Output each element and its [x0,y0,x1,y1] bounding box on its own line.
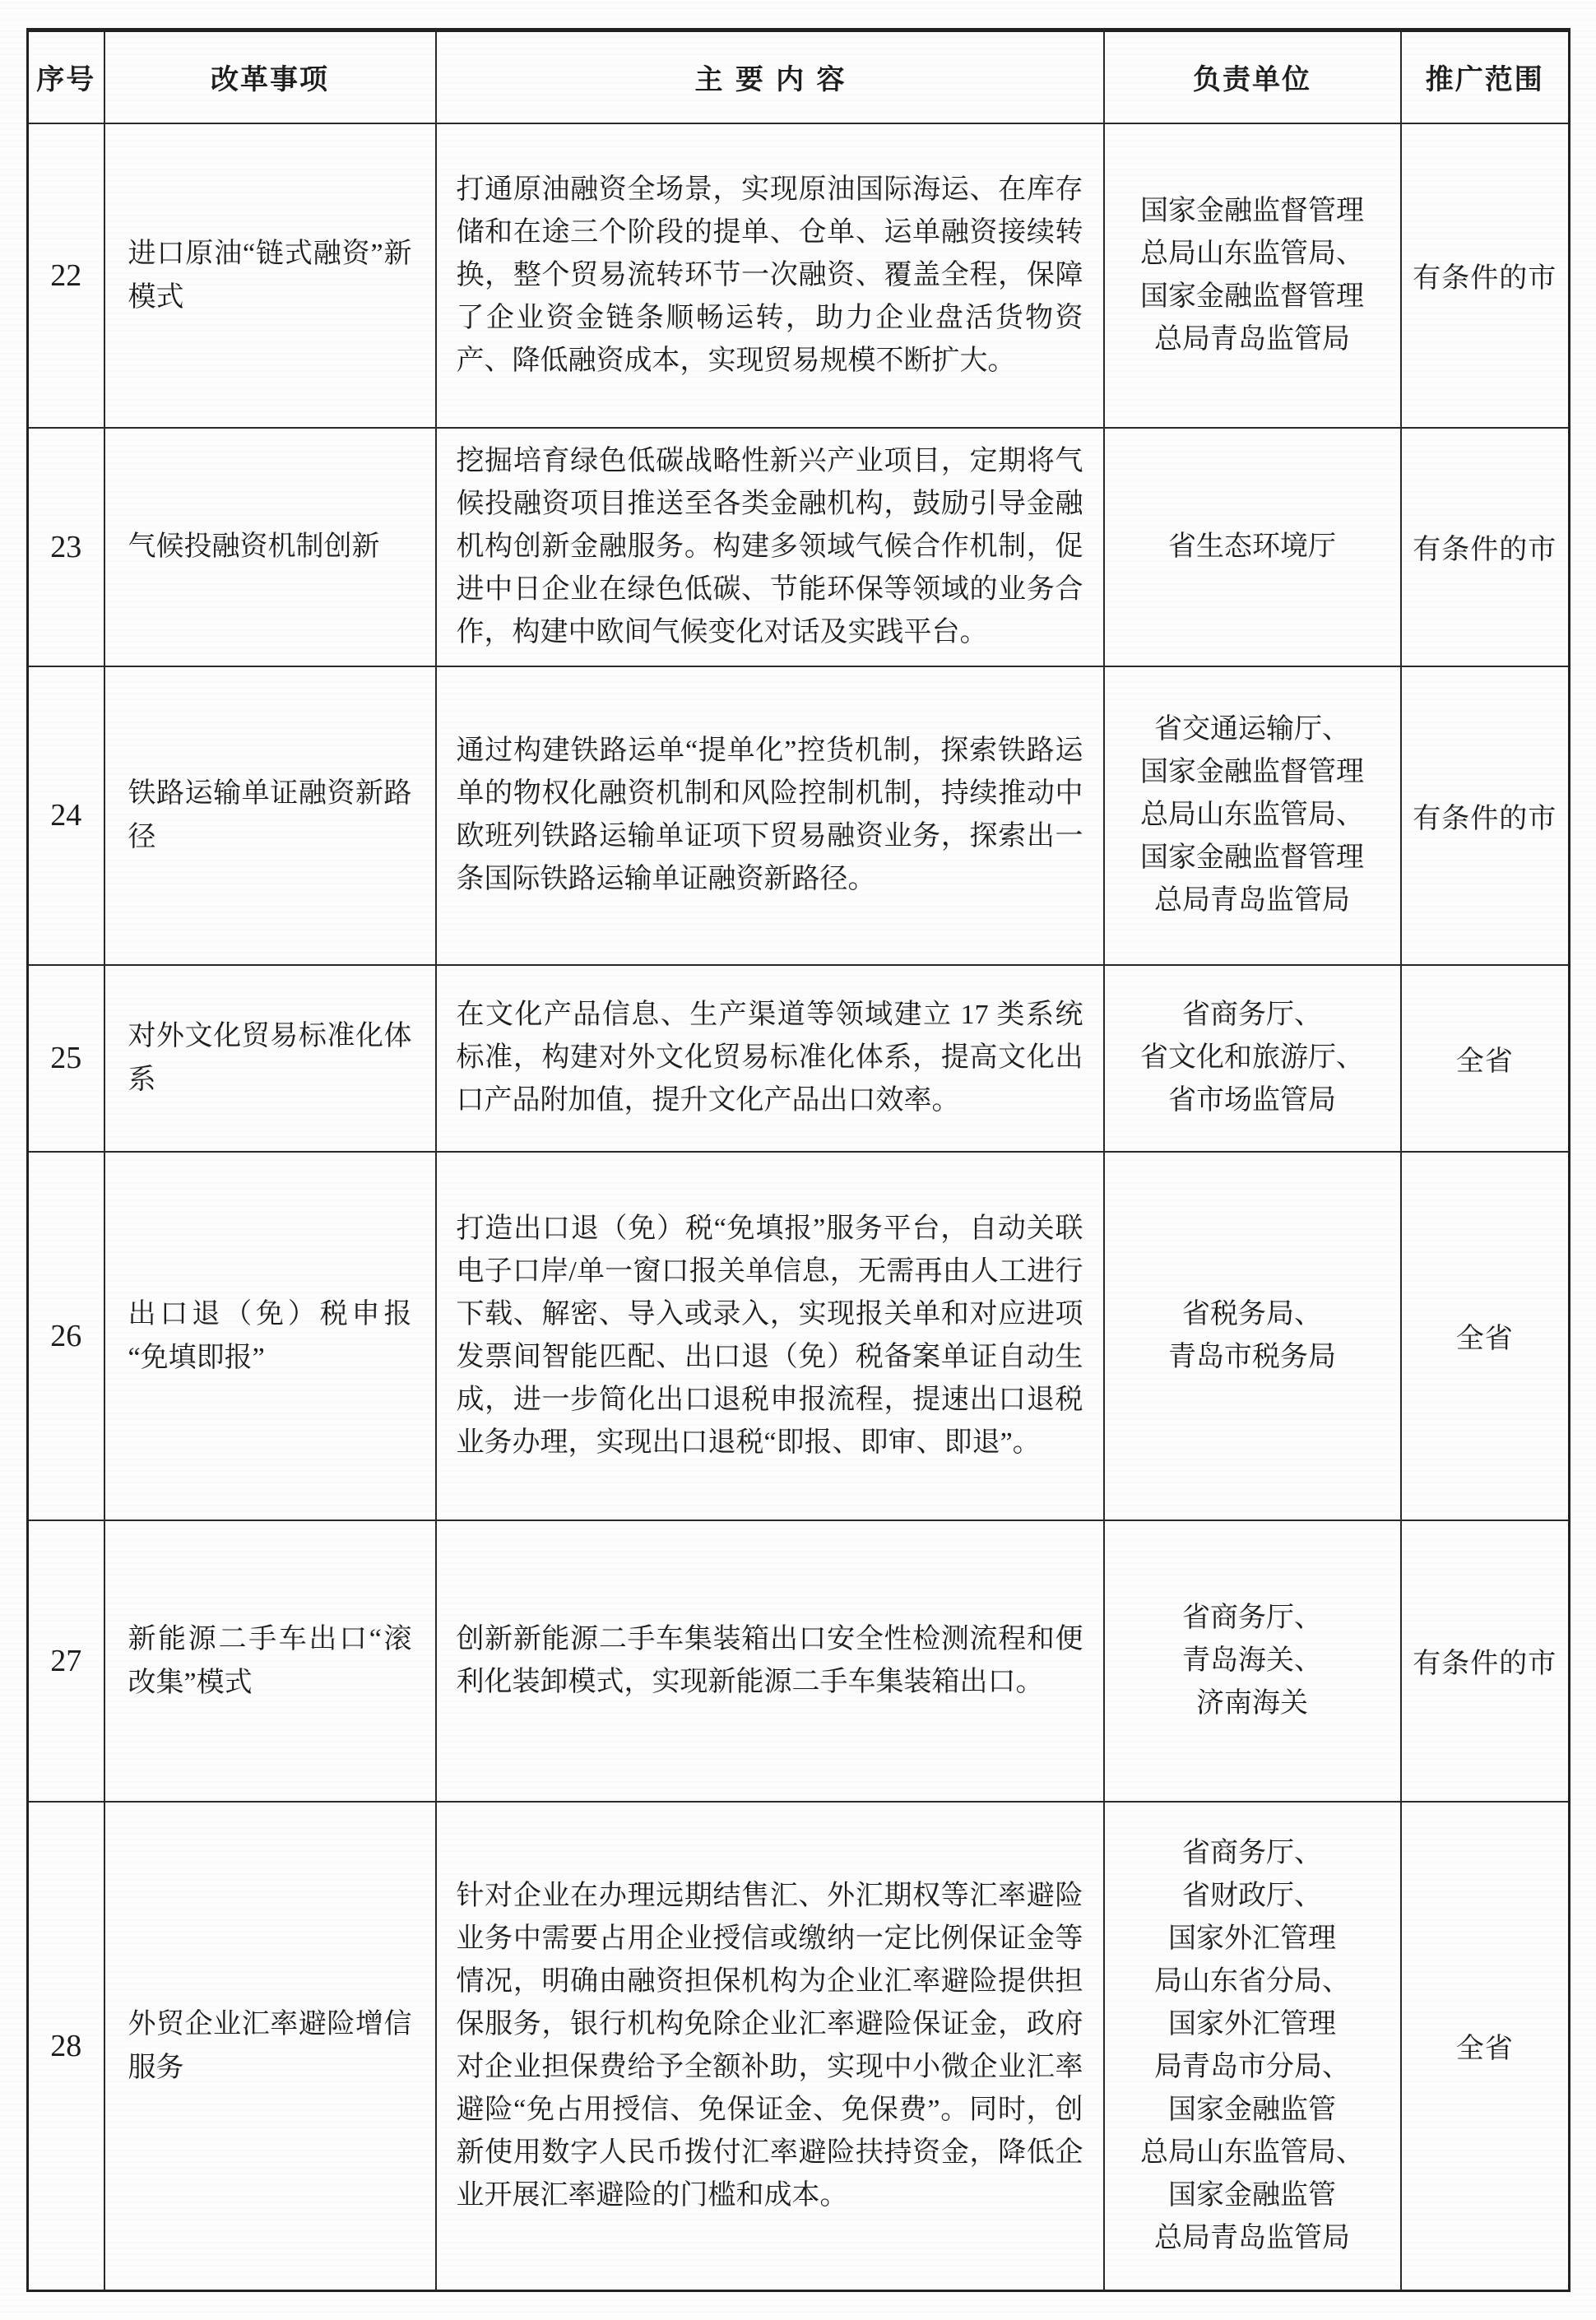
responsible-unit-cell [1104,965,1401,1152]
row-number-cell: 24 [28,666,104,965]
main-content-cell: 打通原油融资全场景，实现原油国际海运、在库存储和在途三个阶段的提单、仓单、运单融资接续转换，整个贸易流转环节一次融资、覆盖全程，保障了企业资金链条顺畅运转，助力企业盘活货物资产、降低融资成本，实现贸易规模不断扩大。 [436,123,1104,428]
reform-item-cell: 气候投融资机制创新 [104,428,436,666]
responsible-unit-line: 省生态环境厅 [1168,531,1336,562]
table-row [28,1802,1570,2291]
reform-item-cell: 对外文化贸易标准化体系 [104,965,436,1152]
table-body [28,123,1570,2291]
reform-item-cell: 铁路运输单证融资新路径 [104,666,436,965]
table-row [28,428,1570,666]
row-number-cell: 28 [28,1802,104,2291]
header-scope: 推广范围 [1401,30,1570,123]
responsible-unit-line: 青岛市税务局 [1168,1341,1336,1372]
reform-item-cell: 出口退（免）税申报“免填即报” [104,1152,436,1520]
promotion-scope-cell: 全省 [1401,965,1570,1152]
responsible-unit-line: 青岛海关、 [1182,1645,1322,1676]
responsible-unit-cell [1104,123,1401,428]
promotion-scope-cell: 全省 [1401,1152,1570,1520]
responsible-unit-line: 总局青岛监管局 [1154,323,1350,355]
table-row [28,965,1570,1152]
main-content-cell: 创新新能源二手车集装箱出口安全性检测流程和便利化装卸模式，实现新能源二手车集装箱出口。 [436,1520,1104,1802]
responsible-unit-line: 总局山东监管局、 [1140,238,1364,269]
promotion-scope-cell: 有条件的市 [1401,1520,1570,1802]
header-row [28,30,1570,123]
responsible-unit-line: 济南海关 [1196,1687,1308,1719]
main-content-cell: 通过构建铁路运单“提单化”控货机制，探索铁路运单的物权化融资机制和风险控制机制，持续推动中欧班列铁路运输单证项下贸易融资业务，探索出一条国际铁路运输单证融资新路径。 [436,666,1104,965]
responsible-unit-line: 国家外汇管理 [1168,1923,1336,1954]
reform-item-cell: 进口原油“链式融资”新模式 [104,123,436,428]
row-number-cell: 25 [28,965,104,1152]
responsible-unit-line: 省交通运输厅、 [1154,714,1350,745]
main-content-cell: 挖掘培育绿色低碳战略性新兴产业项目，定期将气候投融资项目推送至各类金融机构，鼓励引导金融机构创新金融服务。构建多领域气候合作机制，促进中日企业在绿色低碳、节能环保等领域的业务合作，构建中欧间气候变化对话及实践平台。 [436,428,1104,666]
responsible-unit-line: 国家金融监督管理 [1140,842,1364,873]
responsible-unit-line: 省商务厅、 [1182,1837,1322,1868]
row-number-cell: 27 [28,1520,104,1802]
responsible-unit-line: 总局山东监管局、 [1140,2137,1364,2168]
responsible-unit-line: 国家金融监督管理 [1140,757,1364,787]
responsible-unit-line: 国家金融监管 [1168,2179,1336,2211]
reform-items-table [26,28,1570,2292]
table-row [28,1152,1570,1520]
header-no: 序号 [28,30,104,123]
promotion-scope-cell: 全省 [1401,1802,1570,2291]
responsible-unit-line: 省商务厅、 [1182,1000,1322,1030]
row-number-cell: 23 [28,428,104,666]
header-item: 改革事项 [104,30,436,123]
responsible-unit-line: 总局青岛监管局 [1154,2222,1350,2253]
reform-item-cell: 新能源二手车出口“滚改集”模式 [104,1520,436,1802]
table-row [28,666,1570,965]
header-unit: 负责单位 [1104,30,1401,123]
responsible-unit-line: 国家金融监督管理 [1140,281,1364,312]
responsible-unit-line: 国家金融监管 [1168,2094,1336,2125]
responsible-unit-line: 省文化和旅游厅、 [1140,1042,1364,1073]
responsible-unit-cell [1104,666,1401,965]
responsible-unit-line: 省商务厅、 [1182,1602,1322,1633]
main-content-cell: 针对企业在办理远期结售汇、外汇期权等汇率避险业务中需要占用企业授信或缴纳一定比例保证金等情况，明确由融资担保机构为企业汇率避险提供担保服务，银行机构免除企业汇率避险保证金，政府对企业担保费给予全额补助，实现中小微企业汇率避险“免占用授信、免保证金、免保费”。同时，创新使用数字人民币拨付汇率避险扶持资金，降低企业开展汇率避险的门槛和成本。 [436,1802,1104,2291]
promotion-scope-cell: 有条件的市 [1401,428,1570,666]
row-number-cell: 22 [28,123,104,428]
row-number-cell: 26 [28,1152,104,1520]
responsible-unit-line: 省财政厅、 [1182,1880,1322,1911]
responsible-unit-cell [1104,1152,1401,1520]
main-content-cell: 在文化产品信息、生产渠道等领域建立 17 类系统标准，构建对外文化贸易标准化体系，提高文化出口产品附加值，提升文化产品出口效率。 [436,965,1104,1152]
responsible-unit-cell [1104,1520,1401,1802]
responsible-unit-line: 国家外汇管理 [1168,2008,1336,2039]
responsible-unit-cell [1104,1802,1401,2291]
table-row [28,123,1570,428]
promotion-scope-cell: 有条件的市 [1401,666,1570,965]
header-content: 主要内容 [436,30,1104,123]
responsible-unit-line: 国家金融监督管理 [1140,195,1364,226]
responsible-unit-line: 总局山东监管局、 [1140,800,1364,830]
reform-item-cell: 外贸企业汇率避险增信服务 [104,1802,436,2291]
promotion-scope-cell: 有条件的市 [1401,123,1570,428]
responsible-unit-cell [1104,428,1401,666]
responsible-unit-line: 总局青岛监管局 [1154,885,1350,916]
main-content-cell: 打造出口退（免）税“免填报”服务平台，自动关联电子口岸/单一窗口报关单信息，无需再由人工进行下载、解密、导入或录入，实现报关单和对应进项发票间智能匹配、出口退（免）税备案单证自动生成，进一步简化出口退税申报流程，提速出口退税业务办理，实现出口退税“即报、即审、即退”。 [436,1152,1104,1520]
responsible-unit-line: 省市场监管局 [1168,1085,1336,1116]
responsible-unit-line: 局山东省分局、 [1154,1965,1350,1997]
table-row [28,1520,1570,1802]
responsible-unit-line: 省税务局、 [1182,1298,1322,1329]
responsible-unit-line: 局青岛市分局、 [1154,2051,1350,2082]
